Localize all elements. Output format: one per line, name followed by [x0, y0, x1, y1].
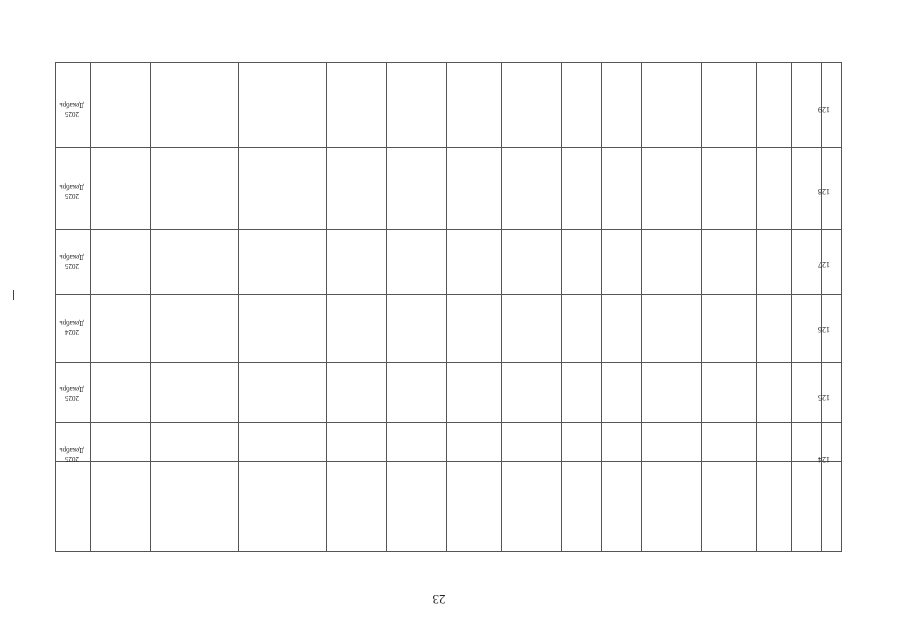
deadline-month: Декабрь: [59, 253, 84, 261]
deadline-year: 2025: [65, 394, 79, 402]
row-divider: [56, 461, 841, 462]
deadline-cell: [60, 182, 84, 200]
column-divider: [821, 63, 822, 551]
deadline-month: Декабрь: [59, 101, 84, 109]
column-divider: [641, 63, 642, 551]
row-number: 129: [818, 105, 830, 114]
column-divider: [756, 63, 757, 551]
deadline-cell: [60, 252, 84, 270]
row-number: 128: [818, 187, 830, 196]
row-number: 125: [818, 393, 830, 402]
deadline-year: 2024: [65, 328, 79, 336]
row-divider: [56, 229, 841, 230]
deadline-year: 2025: [65, 192, 79, 200]
row-number: 127: [818, 260, 830, 269]
deadline-cell: [60, 445, 84, 463]
column-divider: [501, 63, 502, 551]
column-divider: [326, 63, 327, 551]
data-table: [55, 62, 842, 552]
column-divider: [150, 63, 151, 551]
row-divider: [56, 422, 841, 423]
deadline-month: Декабрь: [59, 446, 84, 454]
deadline-month: Декабрь: [59, 319, 84, 327]
row-divider: [56, 294, 841, 295]
column-divider: [238, 63, 239, 551]
row-number: 126: [818, 325, 830, 334]
column-divider: [601, 63, 602, 551]
column-divider: [446, 63, 447, 551]
deadline-cell: [60, 384, 84, 402]
column-divider: [386, 63, 387, 551]
column-divider: [561, 63, 562, 551]
column-divider: [791, 63, 792, 551]
column-divider: [701, 63, 702, 551]
page-number: 23: [432, 592, 446, 607]
deadline-month: Декабрь: [59, 385, 84, 393]
deadline-cell: [60, 318, 84, 336]
deadline-month: Декабрь: [59, 183, 84, 191]
column-divider: [90, 63, 91, 551]
deadline-year: 2025: [65, 110, 79, 118]
row-divider: [56, 147, 841, 148]
margin-mark: [13, 290, 14, 300]
deadline-year: 2025: [65, 455, 79, 463]
deadline-year: 2025: [65, 262, 79, 270]
row-number: 124: [818, 455, 830, 464]
deadline-cell: [60, 100, 84, 118]
row-divider: [56, 362, 841, 363]
